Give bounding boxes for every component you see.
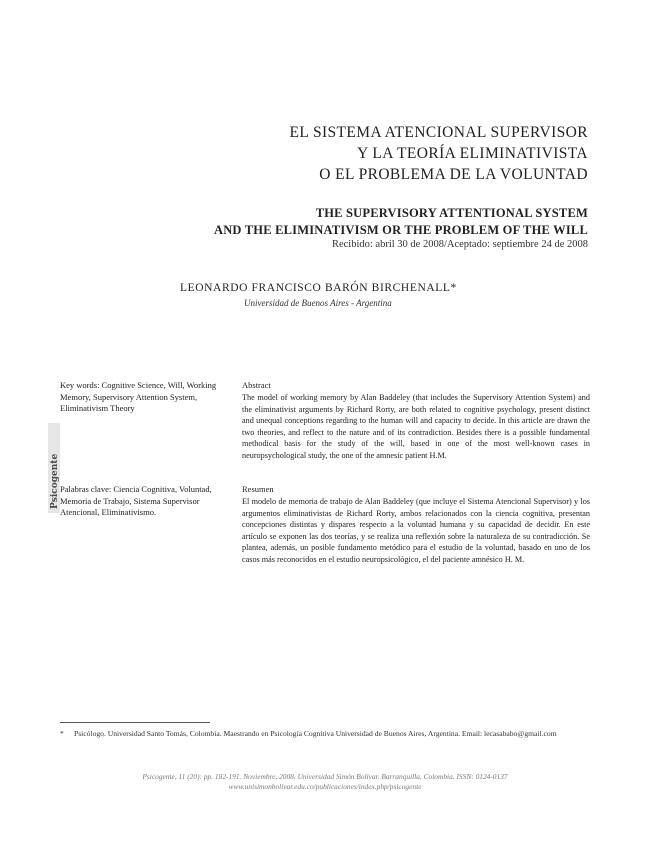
title-spanish-line-1: EL SISTEMA ATENCIONAL SUPERVISOR bbox=[289, 124, 588, 141]
title-english bbox=[128, 205, 588, 239]
received-dates: Recibido: abril 30 de 2008/Aceptado: septiembre 24 de 2008 bbox=[331, 239, 588, 250]
resumen-text: El modelo de memoria de trabajo de Alan Baddeley (que incluye el Sistema Atencional Supervisor) y los argumentos eliminativistas de Richard Rorty, ambos relacionados con la ciencia cognitiva, presentan concepciones distintas y dispares respecto a la voluntad humana y su capacidad de decidir. En este artículo se exponen las dos teorías, y se realiza una reflexión sobre la naturaleza de su contradicción. Se plantea, además, un posible fundamento metódico para el estudio de la voluntad, basado en uno de los casos más reconocidos en el estudio neuropsicológico, el del paciente amnésico H. M. bbox=[242, 497, 590, 564]
keywords-english: Key words: Cognitive Science, Will, Working Memory, Supervisory Attention System, Eliminativism Theory bbox=[60, 380, 217, 413]
keywords-spanish: Palabras clave: Ciencia Cognitiva, Voluntad, Memoria de Trabajo, Sistema Supervisor Atencional, Eliminativismo. bbox=[60, 484, 212, 517]
footer-citation: Psicogente, 11 (20): pp. 182-191. Noviembre, 2008. Universidad Simón Bolívar. Barranquilla, Colombia. ISSN: 0124-0137 bbox=[142, 772, 508, 781]
title-spanish bbox=[168, 122, 588, 185]
author-footnote bbox=[60, 728, 592, 740]
title-spanish-line-3: O EL PROBLEMA DE LA VOLUNTAD bbox=[319, 166, 588, 183]
footnote-divider bbox=[60, 722, 210, 723]
page-footer bbox=[60, 772, 590, 792]
author-name: LEONARDO FRANCISCO BARÓN BIRCHENALL* bbox=[180, 282, 457, 294]
resumen-heading: Resumen bbox=[242, 484, 274, 494]
footer-url: www.unisimonbolivar.edu.co/publicaciones/index.php/psicogente bbox=[228, 782, 422, 791]
title-english-line-1: THE SUPERVISORY ATTENTIONAL SYSTEM bbox=[315, 206, 588, 220]
abstract-heading: Abstract bbox=[242, 380, 271, 390]
psicogente-side-logo bbox=[48, 423, 60, 513]
side-logo-text: Psicogente bbox=[50, 453, 60, 509]
footnote-mark: * bbox=[60, 729, 64, 738]
footnote-text: Psicólogo. Universidad Santo Tomás, Colombia. Maestrando en Psicología Cognitiva Universidad de Buenos Aires, Argentina. Email: lecasababo@gmail.com bbox=[74, 729, 557, 738]
title-english-line-2: AND THE ELIMINATIVISM OR THE PROBLEM OF THE WILL bbox=[213, 223, 588, 237]
abstract-text: The model of working memory by Alan Baddeley (that includes the Supervisory Attention System) and the eliminativist arguments by Richard Rorty, are both related to cognitive psychology, present distinct and unequal conceptions regarding to the human will and capacity to decide. In this article are drawn the two theories, and reflect to the nature and of its contradiction. Besides there is a possible fundamental methodical basis for the study of the will, based in one of the most well-known cases in neuropsychological study, the one of the amnesic patient H.M. bbox=[242, 393, 590, 460]
author-affiliation: Universidad de Buenos Aires - Argentina bbox=[244, 298, 392, 308]
title-spanish-line-2: Y LA TEORÍA ELIMINATIVISTA bbox=[357, 145, 588, 162]
